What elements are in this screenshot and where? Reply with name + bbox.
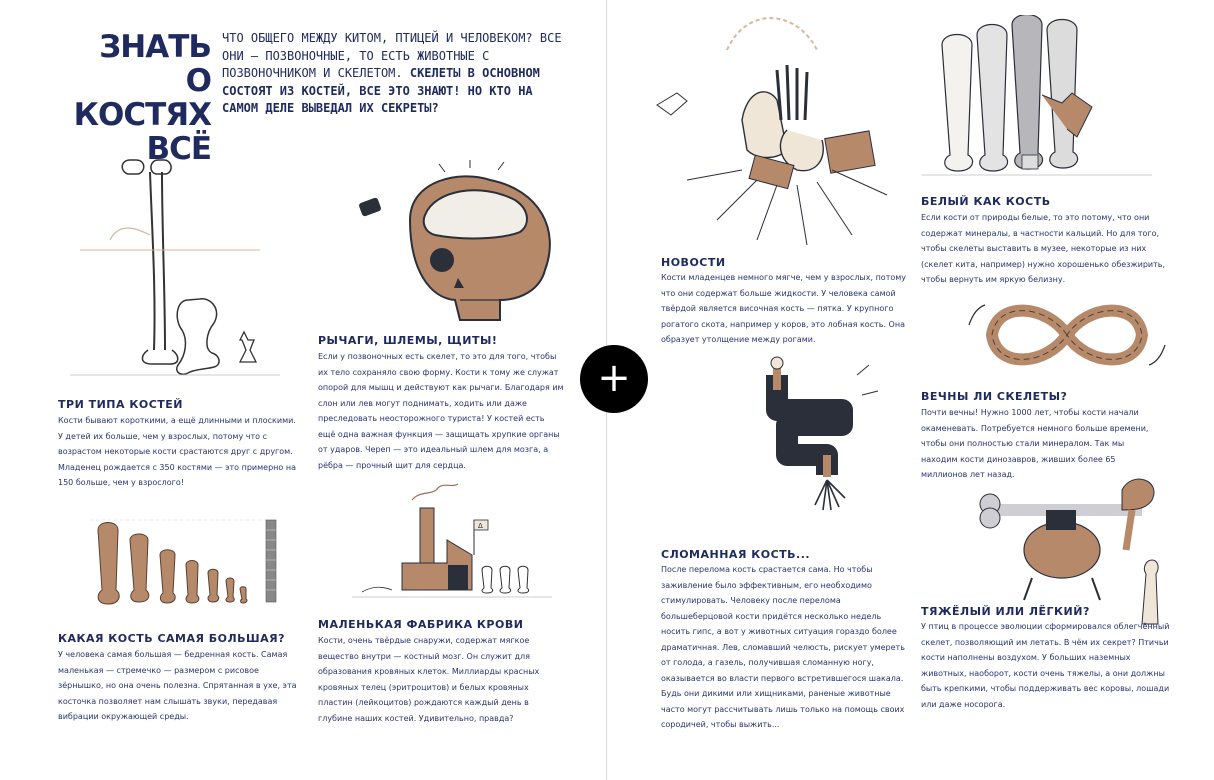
intro-paragraph	[222, 30, 567, 118]
heading-white: БЕЛЫЙ КАК КОСТЬ	[921, 195, 1051, 208]
text-three-types: Кости бывают короткими, а ещё длинными и плоскими. У детей их больше, чем у взрослых, потому что с возрастом некоторые кости срастаются друг с другом. Младенец рождается с 350 костями — это примерно на 150 больше, чем у взрослого!	[58, 416, 296, 487]
infinity-bone-illustration	[967, 295, 1167, 375]
text-broken: После перелома кость срастается сама. Но чтобы заживление было эффективным, его необходимо стимулировать. Человеку после перелома большеберцовой кости придётся несколько недель носить гипс, а вот у животных ситуация гораздо более драматичная. Лев, сломавший челюсть, рискует умереть от голода, а газель, получившая сломанную ногу, оказывается во власти первого встретившегося шакала. Будь они дикими или хищниками, раненые животные часто могут рассчитывать лишь только на помощь своих сородичей, чтобы выжить...	[661, 565, 905, 729]
heading-biggest: КАКАЯ КОСТЬ САМАЯ БОЛЬШАЯ?	[58, 632, 285, 645]
bone-stack-illustration	[922, 15, 1152, 185]
heading-three-types: ТРИ ТИПА КОСТЕЙ	[58, 398, 183, 411]
heading-heavy: ТЯЖЁЛЫЙ ИЛИ ЛЁГКИЙ?	[921, 605, 1090, 618]
title-line-1: ЗНАТЬ	[99, 29, 211, 65]
add-button[interactable]: +	[580, 345, 648, 413]
text-news: Кости младенцев немного мягче, чем у взрослых, потому что они содержат больше жидкости. У человека самой твёрдой является височная кость — пятка. У крупного рогатого скота, например у коров, это лобная кость. Она образует утолщение между рогами.	[661, 273, 907, 344]
heading-factory: МАЛЕНЬКАЯ ФАБРИКА КРОВИ	[318, 618, 524, 631]
broken-arm-illustration	[747, 355, 887, 515]
title-line-2: О КОСТЯХ	[73, 63, 211, 133]
heading-broken: СЛОМАННАЯ КОСТЬ...	[661, 548, 811, 561]
title-line-3: ВСЁ	[146, 131, 211, 167]
text-white: Если кости от природы белые, то это потому, что они содержат минералы, в частности кальций. Но для того, чтобы скелеты выставить в музее, некоторые из них (скелет кита, например) нужно хорошенько обезжирить, чтобы вернуть им яркую белизну.	[921, 213, 1166, 284]
intro-normal: ЧТО ОБЩЕГО МЕЖДУ КИТОМ, ПТИЦЕЙ И ЧЕЛОВЕКОМ? ВСЕ ОНИ — ПОЗВОНОЧНЫЕ, ТО ЕСТЬ ЖИВОТНЫЕ С ПОЗВОНОЧНИКОМ И СКЕЛЕТОМ.	[222, 31, 562, 80]
text-levers: Если у позвоночных есть скелет, то это для того, чтобы их тело сохраняло свою форму. Кости к тому же служат опорой для мышц и действуют как рычаги. Благодаря им слон или лев могут поднимать, ходить или даже преследовать неосторожного туриста! У костей есть ещё одна важная функция — защищать хрупкие органы от ударов. Череп — это идеальный шлем для мозга, а рёбра — прочный щит для сердца.	[318, 352, 564, 470]
intro-bold: СКЕЛЕТЫ В ОСНОВНОМ СОСТОЯТ ИЗ КОСТЕЙ, ВСЕ ЭТО ЗНАЮТ! НО КТО НА САМОМ ДЕЛЕ ВЫВЕДАЛ ИХ СЕКРЕТЫ?	[222, 66, 540, 115]
skull-illustration	[350, 160, 580, 330]
heading-levers: РЫЧАГИ, ШЛЕМЫ, ЩИТЫ!	[318, 334, 498, 347]
tall-bone-illustration	[70, 150, 280, 390]
text-heavy: У птиц в процессе эволюции сформировался облегчённый скелет, позволяющий им летать. В чём их секрет? Птичьи кости наполнены воздухом. У больших наземных животных, наоборот, кости очень тяжелы, а они должны быть крепкими, чтобы поддерживать вес коровы, лошади или даже носорога.	[921, 622, 1170, 709]
page-title	[56, 30, 211, 166]
foot-illustration	[647, 10, 907, 255]
heading-news: НОВОСТИ	[661, 256, 726, 269]
heading-eternal: ВЕЧНЫ ЛИ СКЕЛЕТЫ?	[921, 390, 1068, 403]
bone-sizes-illustration	[90, 515, 290, 610]
factory-flag-symbol: Δ	[478, 522, 483, 530]
text-biggest: У человека самая большая — бедренная кость. Самая маленькая — стремечко — размером с рисовое зёрнышко, но она очень полезна. Спрятанная в ухе, эта косточка позволяет нам слышать звуки, передавая вибрации окружающей среды.	[58, 650, 297, 721]
factory-illustration	[352, 480, 552, 605]
text-eternal: Почти вечны! Нужно 1000 лет, чтобы кости начали окаменевать. Потребуется немного больше времени, чтобы они полностью стали минералом. Так мы находим кости динозавров, живших более 65 миллионов лет назад.	[921, 408, 1149, 479]
right-page	[607, 0, 1214, 780]
text-factory: Кости, очень твёрдые снаружи, содержат мягкое вещество внутри — костный мозг. Он служит для образования кровяных клеток. Миллиарды красных кровяных телец (эритроцитов) и белых кровяных пластин (лейкоцитов) рождаются каждый день в глубине наших костей. Удивительно, правда?	[318, 636, 540, 723]
